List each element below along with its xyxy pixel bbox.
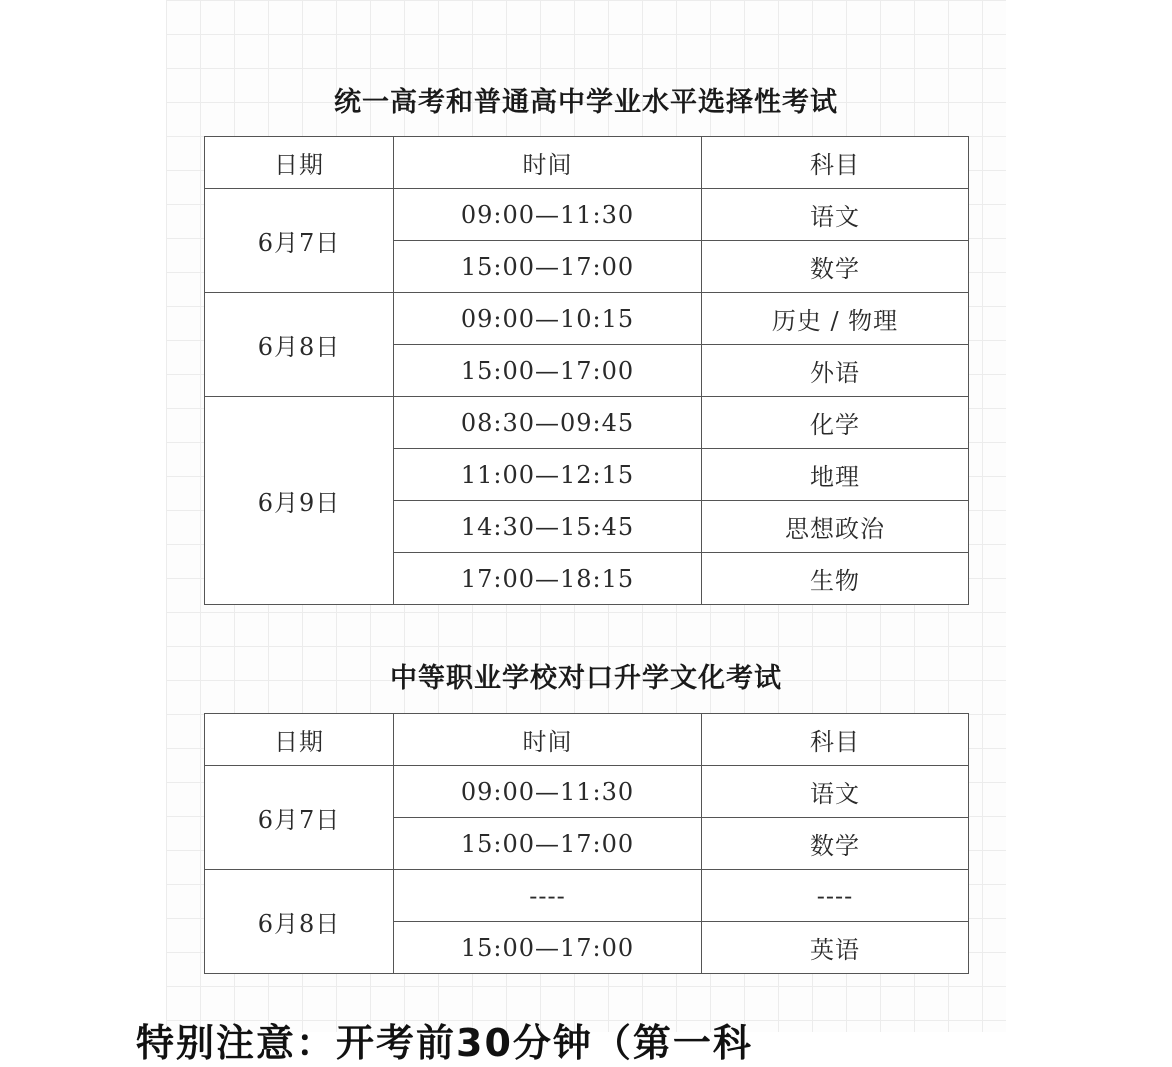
time-cell: 14:30—15:45 bbox=[394, 501, 702, 553]
table-row bbox=[205, 189, 969, 241]
date-cell: 6月9日 bbox=[205, 397, 394, 605]
date-cell: 6月7日 bbox=[205, 189, 394, 293]
time-cell: ---- bbox=[394, 870, 702, 922]
special-notice-text: 特别注意：开考前30分钟（第一科 bbox=[136, 1021, 753, 1065]
time-cell: 15:00—17:00 bbox=[394, 818, 702, 870]
table-row bbox=[205, 766, 969, 818]
time-cell: 17:00—18:15 bbox=[394, 553, 702, 605]
time-cell: 11:00—12:15 bbox=[394, 449, 702, 501]
header-date: 日期 bbox=[205, 137, 394, 189]
subject-cell: 语文 bbox=[702, 766, 969, 818]
time-cell: 09:00—11:30 bbox=[394, 189, 702, 241]
subject-cell: ---- bbox=[702, 870, 969, 922]
date-cell: 6月8日 bbox=[205, 293, 394, 397]
time-cell: 09:00—10:15 bbox=[394, 293, 702, 345]
subject-cell: 思想政治 bbox=[702, 501, 969, 553]
table-row bbox=[205, 870, 969, 922]
time-cell: 15:00—17:00 bbox=[394, 922, 702, 974]
vocational-schedule-table bbox=[204, 713, 969, 974]
table-header-row bbox=[205, 137, 969, 189]
time-cell: 15:00—17:00 bbox=[394, 345, 702, 397]
header-subject: 科目 bbox=[702, 137, 969, 189]
table-row bbox=[205, 397, 969, 449]
subject-cell: 外语 bbox=[702, 345, 969, 397]
subject-cell: 数学 bbox=[702, 241, 969, 293]
subject-cell: 历史 / 物理 bbox=[702, 293, 969, 345]
subject-cell: 生物 bbox=[702, 553, 969, 605]
date-cell: 6月8日 bbox=[205, 870, 394, 974]
table-header-row bbox=[205, 714, 969, 766]
time-cell: 09:00—11:30 bbox=[394, 766, 702, 818]
time-cell: 08:30—09:45 bbox=[394, 397, 702, 449]
header-time: 时间 bbox=[394, 137, 702, 189]
date-cell: 6月7日 bbox=[205, 766, 394, 870]
section1-title: 统一高考和普通高中学业水平选择性考试 bbox=[334, 87, 838, 118]
subject-cell: 语文 bbox=[702, 189, 969, 241]
exam-schedule-page bbox=[166, 0, 1006, 1032]
header-subject: 科目 bbox=[702, 714, 969, 766]
section2-title: 中等职业学校对口升学文化考试 bbox=[390, 663, 782, 694]
time-cell: 15:00—17:00 bbox=[394, 241, 702, 293]
table-row bbox=[205, 293, 969, 345]
subject-cell: 化学 bbox=[702, 397, 969, 449]
subject-cell: 数学 bbox=[702, 818, 969, 870]
subject-cell: 英语 bbox=[702, 922, 969, 974]
gaokao-schedule-table bbox=[204, 136, 969, 605]
subject-cell: 地理 bbox=[702, 449, 969, 501]
header-time: 时间 bbox=[394, 714, 702, 766]
header-date: 日期 bbox=[205, 714, 394, 766]
